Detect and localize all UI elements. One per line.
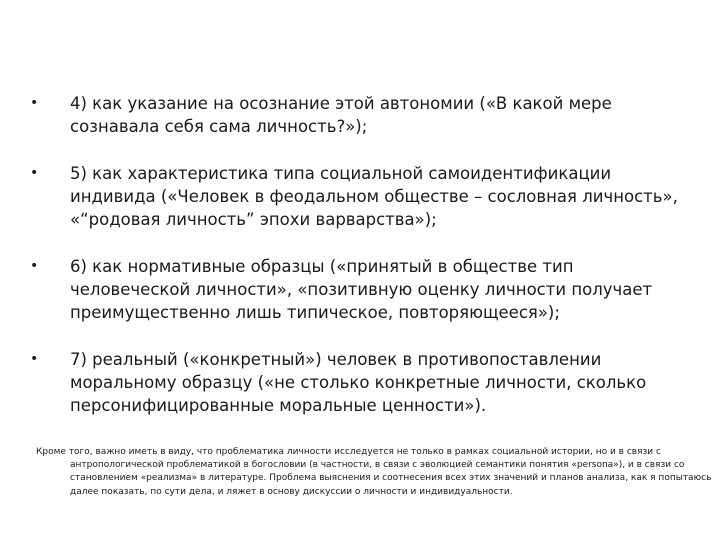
bullet-item-5 <box>30 162 690 231</box>
bullet-list <box>30 92 690 417</box>
bullet-marker: • <box>30 351 39 367</box>
bullet-marker: • <box>30 165 39 181</box>
bullet-item-7 <box>30 348 690 417</box>
bullet-item-6 <box>30 255 690 324</box>
bullet-marker: • <box>30 95 39 111</box>
bullet-marker: • <box>30 258 39 274</box>
bullet-text: 4) как указание на осознание этой автономии («В какой мере сознавала себя сама личность?»); <box>70 94 612 136</box>
footnote: Кроме того, важно иметь в виду, что проблематика личности исследуется не только в рамках социальной истории, но и в связи с антропологической проблематикой в богословии (в частности, в связи с эволюцией семантики понятия «persona»), и в связи со становлением «реализма» в литературе. Проблема выяснения и соотнесения всех этих значений и планов анализа, как я попытаюсь далее показать, по сути дела, и ляжет в основу дискуссии о личности и индивидуальности. <box>36 447 712 497</box>
bullet-text: 5) как характеристика типа социальной самоидентификации индивида («Человек в феодальном обществе – сословная личность», «“родовая личность” эпохи варварства»); <box>70 164 678 229</box>
bullet-text: 7) реальный («конкретный») человек в противопоставлении моральному образцу («не столько конкретные личности, сколько персонифицированные моральные ценности»). <box>70 350 647 415</box>
bullet-text: 6) как нормативные образцы («принятый в обществе тип человеческой личности», «позитивную оценку личности получает преимущественно лишь типическое, повторяющееся»); <box>70 257 653 322</box>
bullet-item-4 <box>30 92 690 138</box>
